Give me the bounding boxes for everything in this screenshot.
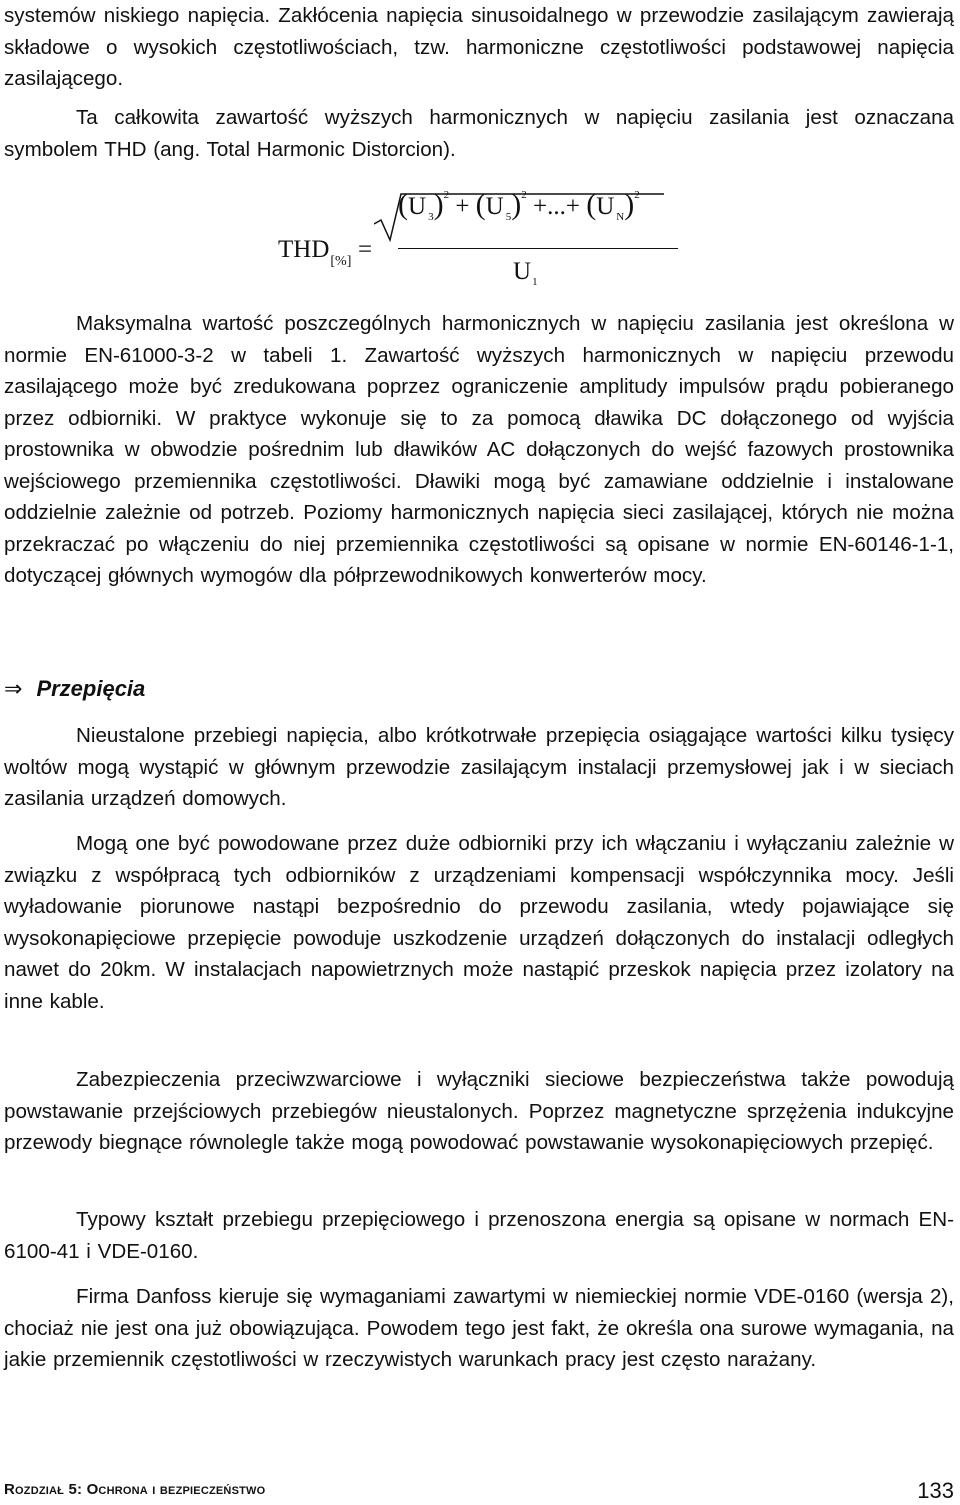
paragraph-intro: systemów niskiego napięcia. Zakłócenia napięcia sinusoidalnego w przewodzie zasilającym zawierają składowe o wysokich częstotliwościach, tzw. harmoniczne częstotliwości podstawowej napięcia zasilającego. xyxy=(4,4,954,90)
paragraph-breakers: Zabezpieczenia przeciwzwarciowe i wyłączniki sieciowe bezpieczeństwa także powodują powstawanie przejściowych przebiegów nieustalonych. Poprzez magnetyczne sprzężenia indukcyjne przewody biegnące równolegle także mogą powodować powstawanie wysokonapięciowych przepięć. xyxy=(4,1068,954,1154)
footer-chapter-title: Rozdział 5: Ochrona i bezpieczeństwo xyxy=(4,1481,266,1498)
formula-equals: = xyxy=(358,236,373,263)
implies-arrow-icon: ⇒ xyxy=(4,677,23,702)
paragraph-surge-causes: Mogą one być powodowane przez duże odbiorniki przy ich włączaniu i wyłączaniu zależnie w związku z współpracą tych odbiorników z urządzeniami kompensacji współczynnika mocy. Jeśli wyładowanie piorunowe nastąpi bezpośrednio do przewodu zasilania, wtedy pojawiające się wysokonapięciowe przepięcie powoduje uszkodzenie urządzeń dołączonych do instalacji odległych nawet do 20km. W instalacjach napowietrznych może nastąpić przeskok napięcia przez izolatory na inne kable. xyxy=(4,832,954,1013)
paragraph-danfoss: Firma Danfoss kieruje się wymaganiami zawartymi w niemieckiej normie VDE-0160 (wersja 2), chociaż nie jest ona już obowiązująca. Powodem tego jest fakt, że określa ona surowe wymagania, na jakie przemiennik częstotliwości w rzeczywistych warunkach pracy jest często narażany. xyxy=(4,1285,954,1371)
section-title: Przepięcia xyxy=(36,676,146,701)
formula-numerator: (U $_3$)$^2$ + (U $_5$)$^2$ +...+ (U $_N$)$^2$ xyxy=(398,188,640,223)
paragraph-standards: Typowy kształt przebiegu przepięciowego i przenoszona energia są opisane w normach EN-6100-41 i VDE-0160. xyxy=(4,1208,954,1263)
formula-denominator: $U_1$ xyxy=(513,258,538,288)
paragraph-harmonics-limits: Maksymalna wartość poszczególnych harmonicznych w napięciu zasilania jest określona w normie EN-61000-3-2 w tabeli 1. Zawartość wyższych harmonicznych w napięciu przewodu zasilającego może być zredukowana poprzez ograniczenie amplitudy impulsów prądu pobieranego przez odbiorniki. W praktyce wykonuje się to za pomocą dławika DC dołączonego od wyjścia prostownika w obwodzie pośrednim lub dławików AC dołączonych do wejść fazowych prostownika wejściowego przemiennika częstotliwości. Dławiki mogą być zamawiane oddzielnie i instalowane oddzielnie zależnie od potrzeb. Poziomy harmonicznych napięcia sieci zasilającej, których nie można przekraczać po włączeniu do niej przemiennika częstotliwości są opisane w normie EN-60146-1-1, dotyczącej głównych wymogów dla półprzewodnikowych konwerterów mocy. xyxy=(4,312,954,587)
formula-lhs: $THD_{[\%]}$ xyxy=(278,236,352,269)
thd-formula xyxy=(270,178,690,290)
section-heading-surges xyxy=(4,671,145,708)
paragraph-thd-definition: Ta całkowita zawartość wyższych harmonicznych w napięciu zasilania jest oznaczana symbolem THD (ang. Total Harmonic Distorcion). xyxy=(4,106,954,161)
page-footer xyxy=(4,1478,954,1502)
page-number: 133 xyxy=(917,1478,954,1503)
paragraph-surges-intro: Nieustalone przebiegi napięcia, albo krótkotrwałe przepięcia osiągające wartości kilku tysięcy woltów mogą wystąpić w głównym przewodzie zasilającym instalacji przemysłowej jak i w sieciach zasilania urządzeń domowych. xyxy=(4,724,954,810)
fraction-bar xyxy=(398,248,678,249)
